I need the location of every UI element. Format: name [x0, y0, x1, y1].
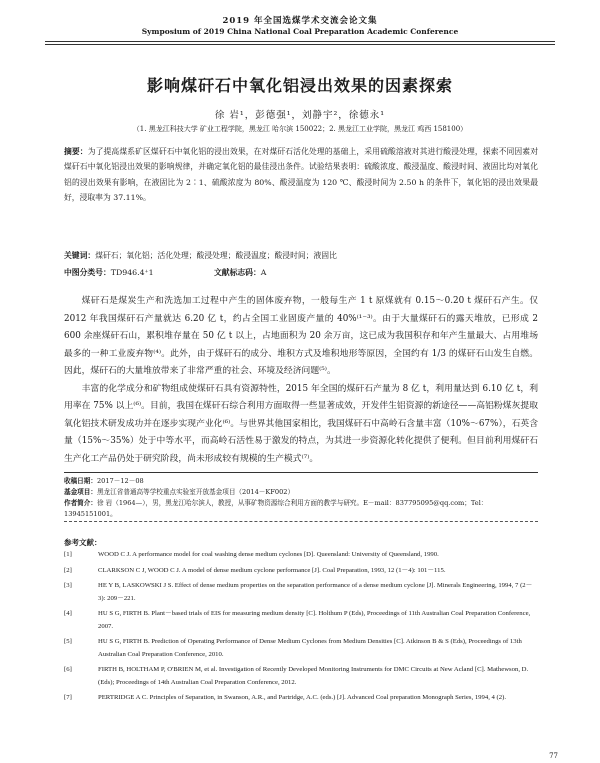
fund-label: 基金项目： [64, 488, 97, 496]
reference-number: [7] [64, 694, 72, 701]
reference-number: [1] [64, 551, 72, 558]
clc-value: TD946.4⁺1 [110, 268, 154, 277]
reference-item [64, 692, 538, 705]
received-date [64, 476, 538, 487]
keywords [64, 250, 538, 261]
author-bio [64, 498, 538, 520]
abstract-label: 摘要： [64, 147, 88, 156]
fund-value: 黑龙江省普通高等学校重点实验室开放基金项目（2014－KF002） [96, 488, 295, 496]
affiliations: （1. 黑龙江科技大学 矿业工程学院，黑龙江 哈尔滨 150022；2. 黑龙江工业学院，黑龙江 鸡西 158100） [132, 125, 468, 133]
reference-item [64, 580, 538, 605]
separator-dashed [64, 521, 538, 522]
classification-line [64, 267, 538, 278]
keywords-label: 关键词： [64, 251, 96, 260]
paper-title: 影响煤矸石中氧化铝浸出效果的因素探索 [146, 76, 453, 95]
footnote-rule [64, 472, 538, 473]
reference-number: [3] [64, 582, 72, 589]
references-heading: 参考文献： [64, 538, 102, 547]
running-header-subtitle: Symposium of 2019 China National Coal Preparation Academic Conference [141, 27, 459, 36]
reference-number: [2] [64, 566, 72, 574]
fund-info [64, 487, 538, 498]
clc-label: 中图分类号： [64, 268, 111, 277]
reference-text: HE Y B, LASKOWSKI J S. Effect of dense medium properties on the separation performance of a dense medium cyclone [J]. Minerals Engineering, 1994, 7 (2－3): 209－221. [98, 582, 533, 602]
running-header-title: 2019 年全国选煤学术交流会论文集 [222, 16, 378, 26]
reference-item [64, 549, 538, 562]
abstract [64, 144, 538, 205]
header-rule-secondary [45, 44, 555, 45]
document-code [214, 267, 266, 278]
footnotes [64, 476, 538, 520]
keywords-text: 煤矸石；氧化铝；活化处理；酸浸处理；酸浸温度；酸浸时间；液固比 [95, 251, 337, 260]
reference-number: [5] [64, 638, 72, 645]
author-bio-value: 徐 岩（1964—），男，黑龙江哈尔滨人，教授，从事矿物资源综合利用方面的教学与研究。E－mail：837795095@qq.com；Tel：13945151001。 [64, 499, 488, 518]
reference-text: CLARKSON C J, WOOD C J. A model of dense medium cyclone performance [J]. Coal Preparation, 1993, 12 (1－4): 101－115. [98, 566, 446, 574]
doc-code-value: A [260, 268, 267, 277]
reference-item [64, 664, 538, 689]
reference-item [64, 565, 538, 578]
received-label: 收稿日期： [64, 477, 97, 485]
reference-list [64, 549, 538, 708]
author-list: 徐 岩¹，彭德强¹，刘静宇²，徐德永¹ [214, 110, 386, 121]
author-bio-label: 作者简介： [64, 499, 97, 507]
reference-text: FIRTH B, HOLTHAM P, O'BRIEN M, et al. Investigation of Recently Developed Monitoring Instruments for DMC Circuits at New Acland [C]. Mathewson, D. (Eds); Proceedings of 14th Australian Coal Preparation Conference, 2012. [98, 666, 529, 686]
body-paragraph: 丰富的化学成分和矿物组成使煤矸石具有资源特性，2015 年全国的煤矸石产量为 8 亿 t，利用量达到 6.10 亿 t，利用率在 75% 以上⁽⁶⁾。目前，我国在煤矸石综合利用方面取得一些显著成效，开发伴生铝资源的新途径——高铝粉煤灰提取氧化铝技术研发成功并在逐步实现产业化⁽⁶⁾。与世界其他国家相比，我国煤矸石中高岭石含量丰富（10%～67%），石英含量（15%～35%）处于中等水平，而高岭石活性易于激发的特点，为其进一步资源化转化提供了便利。但目前利用煤矸石生产化工产品仍处于研究阶段，尚未形成较有规模的生产模式⁽⁷⁾。 [64, 383, 538, 464]
reference-text: HU S G, FIRTH B. Prediction of Operating Performance of Dense Medium Cyclones from Medium Densities [C]. Atkinson B & S (Eds), Proceedings of 13th Australian Coal Preparation Conference, 2010. [98, 638, 522, 658]
header-rule [45, 41, 555, 42]
doc-code-label: 文献标志码： [214, 268, 261, 277]
received-value: 2017－12－08 [96, 477, 144, 485]
page-number: 77 [549, 752, 558, 760]
body-text [64, 293, 538, 468]
reference-item [64, 608, 538, 633]
reference-text: WOOD C J. A performance model for coal washing dense medium cyclones [D]. Queensland: University of Queensland, 1990. [98, 551, 439, 558]
reference-number: [4] [64, 610, 72, 617]
body-paragraph: 煤矸石是煤炭生产和洗选加工过程中产生的固体废弃物，一般每生产 1 t 原煤就有 0.15～0.20 t 煤矸石产生。仅 2012 年我国煤矸石产量就达 6.20 亿 t，约占全国工业固废产量的 40%⁽¹⁻³⁾。由于大量煤矸石的露天堆放，已形成 2 600 余座煤矸石山，累积堆存量在 50 亿 t 以上，占地面积为 20 余万亩，这已成为我国积存和年产生量最大、占用堆场最多的一种工业废弃物⁽⁴⁾。此外，由于煤矸石的成分、堆积方式及堆积地形等原因，全国约有 1/3 的煤矸石山发生自燃。因此，煤矸石的大量堆放带来了非常严重的社会、环境及经济问题⁽⁵⁾。 [64, 296, 538, 376]
abstract-text: 为了提高煤系矿区煤矸石中氧化铝的浸出效果，在对煤矸石活化处理的基础上，采用硫酸溶液对其进行酸浸处理，探索不同因素对煤矸石中氧化铝浸出效果的影响规律，并确定氧化铝的最佳浸出条件。试验结果表明：硫酸浓度、酸浸温度、酸浸时间、液固比均对氧化铝的浸出效果有影响，在液固比为 2∶1、硫酸浓度为 80%、酸浸温度为 120 ℃、酸浸时间为 2.50 h 的条件下，氧化铝的浸出效果最好，浸取率为 37.11%。 [64, 147, 539, 202]
reference-text: HU S G, FIRTH B. Plant－based trials of EIS for measuring medium density [C]. Holthum P (Eds), Proceedings of 11th Australian Coal Preparation Conference, 2007. [98, 610, 531, 630]
reference-number: [6] [64, 666, 72, 673]
reference-text: PERTRIDGE A C. Principles of Separation, in Swanson, A.R., and Partridge, A.C. (eds.) [J]. Advanced Coal preparation Monograph Series, 1994, 4 (2). [98, 694, 507, 701]
reference-item [64, 636, 538, 661]
